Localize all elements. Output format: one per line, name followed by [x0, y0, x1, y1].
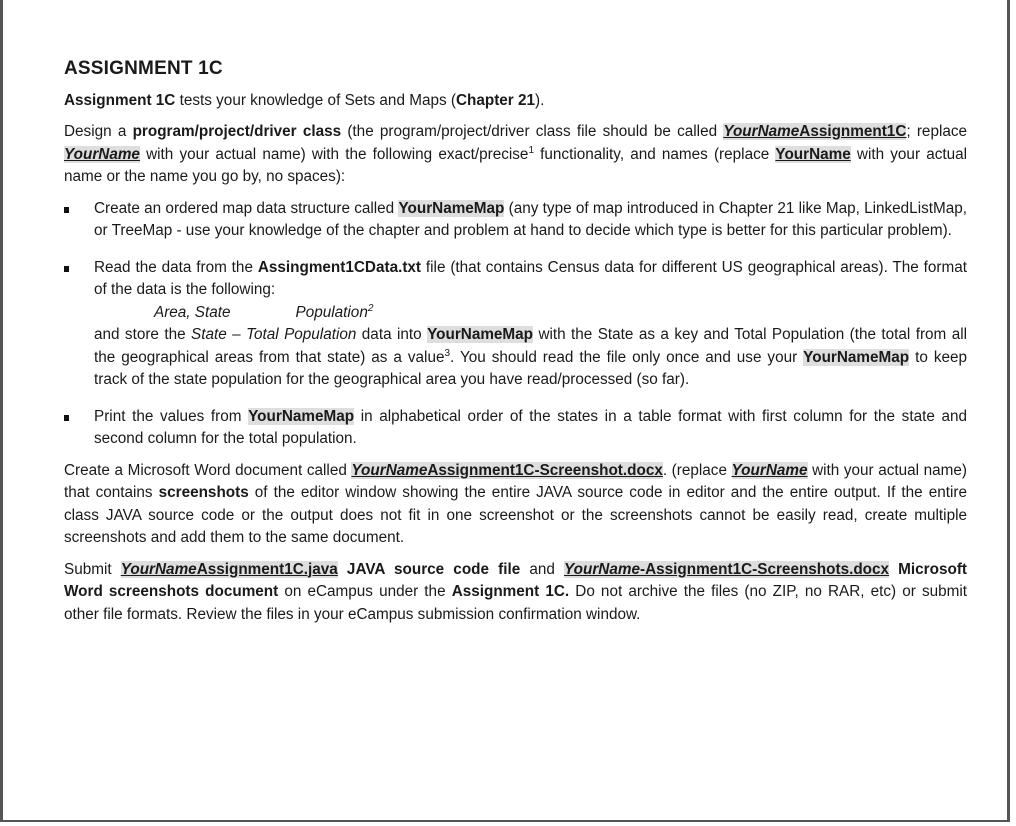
bullet-icon — [64, 266, 69, 272]
bullet-icon — [64, 415, 69, 421]
item-text: . You should read the file only once and use your — [450, 348, 804, 366]
list-item — [64, 257, 967, 392]
word-screenshots: screenshots — [158, 484, 249, 501]
submit-paragraph — [64, 559, 967, 627]
document-content — [64, 58, 967, 635]
item-filename: Assingment1CData.txt — [257, 258, 422, 276]
item-read-text — [94, 257, 967, 302]
submit-java-file: YourNameAssignment1C.java — [120, 560, 338, 578]
item-italic: State – Total Population — [191, 326, 357, 343]
submit-assignment: Assignment 1C. — [451, 583, 570, 600]
page-title: ASSIGNMENT 1C — [64, 58, 223, 79]
item-text: (any type of map introduced in Chapter 21 like Map, LinkedListMap, or TreeMap - use your knowledge of the chapter and problem at hand to decide which type is better for this particular problem). — [94, 199, 967, 239]
design-assign: Assignment1C — [799, 123, 907, 140]
word-text: Create a Microsoft Word document called — [64, 461, 352, 479]
design-text: Design a — [64, 123, 133, 140]
item-text: Read the data from the — [94, 258, 258, 276]
item-text: to keep track of the state population for the geographical area you have read/processed (so far). — [94, 348, 967, 388]
item-text: and store the — [94, 326, 192, 343]
design-text: functionality, and names (replace — [534, 145, 776, 163]
word-doc-paragraph — [64, 460, 967, 550]
intro-paragraph — [64, 90, 967, 113]
submit-text: and — [520, 560, 565, 578]
design-yourname-2: YourName — [64, 145, 140, 163]
design-text: (the program/project/driver class file should be called — [341, 123, 724, 140]
submit-text: on eCampus under the — [278, 583, 452, 600]
submit-bold: Microsoft Word screenshots document — [64, 560, 968, 600]
format-population: Population$^2$ — [295, 302, 374, 321]
design-yourname: YourName — [723, 123, 800, 140]
submit-docx-file: YourName-Assignment1C-Screenshots.docx — [564, 560, 890, 578]
item-text: data into — [356, 326, 428, 343]
item-text: Create an ordered map data structure called — [94, 199, 399, 217]
design-text: ; replace — [906, 123, 968, 140]
item-store-text — [94, 324, 967, 392]
item-mapname: YourNameMap — [248, 407, 355, 425]
design-text: with your actual name or the name you go by, no spaces): — [64, 145, 968, 185]
design-classname — [723, 123, 906, 140]
footnote-ref-2: 2 — [367, 302, 374, 314]
item-text: in alphabetical order of the states in a table format with first column for the state and second column for the total population. — [94, 407, 967, 447]
item-mapname: YourNameMap — [398, 199, 505, 217]
data-format-line — [94, 302, 967, 325]
submit-text: Do not archive the files (no ZIP, no RAR, etc) or submit other file formats. Review the files in your eCampus submission confirmation window. — [64, 583, 968, 623]
requirements-list — [64, 198, 967, 451]
design-text: with your actual name) with the following exact/precise — [139, 145, 529, 163]
intro-text: tests your knowledge of Sets and Maps ( — [175, 91, 456, 109]
item-text: Print the values from — [94, 407, 249, 425]
intro-end: ). — [535, 91, 545, 109]
word-text: of the editor window showing the entire JAVA source code in editor and the entire output. If the entire class JAVA source code or the output does not fit in one screenshot or the screenshots cannot be easily read, create multiple screenshots and add them to the same document. — [64, 484, 967, 546]
bullet-icon — [64, 207, 69, 213]
footnote-ref-1: 1 — [528, 144, 535, 156]
footnote-ref-3: 3 — [444, 347, 451, 359]
word-text: with your actual name) that contains — [64, 461, 967, 501]
intro-chapter: Chapter 21 — [455, 91, 536, 109]
format-area-state: Area, State — [154, 303, 231, 321]
list-item — [64, 406, 967, 451]
intro-assignment: Assignment 1C — [64, 91, 176, 109]
design-yourname-3: YourName — [775, 145, 851, 163]
word-yourname: YourName — [731, 461, 808, 479]
design-paragraph — [64, 121, 967, 189]
list-item — [64, 198, 967, 243]
item-mapname: YourNameMap — [803, 348, 910, 366]
item-mapname: YourNameMap — [427, 326, 534, 343]
submit-bold: JAVA source code file — [337, 560, 521, 578]
word-text: . (replace — [662, 461, 732, 479]
word-docname: YourNameAssignment1C-Screenshot.docx — [351, 461, 663, 479]
item-text: file (that contains Census data for different US geographical areas). The format of the data is the following: — [94, 258, 968, 298]
item-text: with the State as a key and Total Population (the total from all the geographical areas from that state) as a value — [94, 326, 968, 366]
design-bold: program/project/driver class — [132, 123, 342, 140]
submit-text: Submit — [64, 560, 121, 578]
